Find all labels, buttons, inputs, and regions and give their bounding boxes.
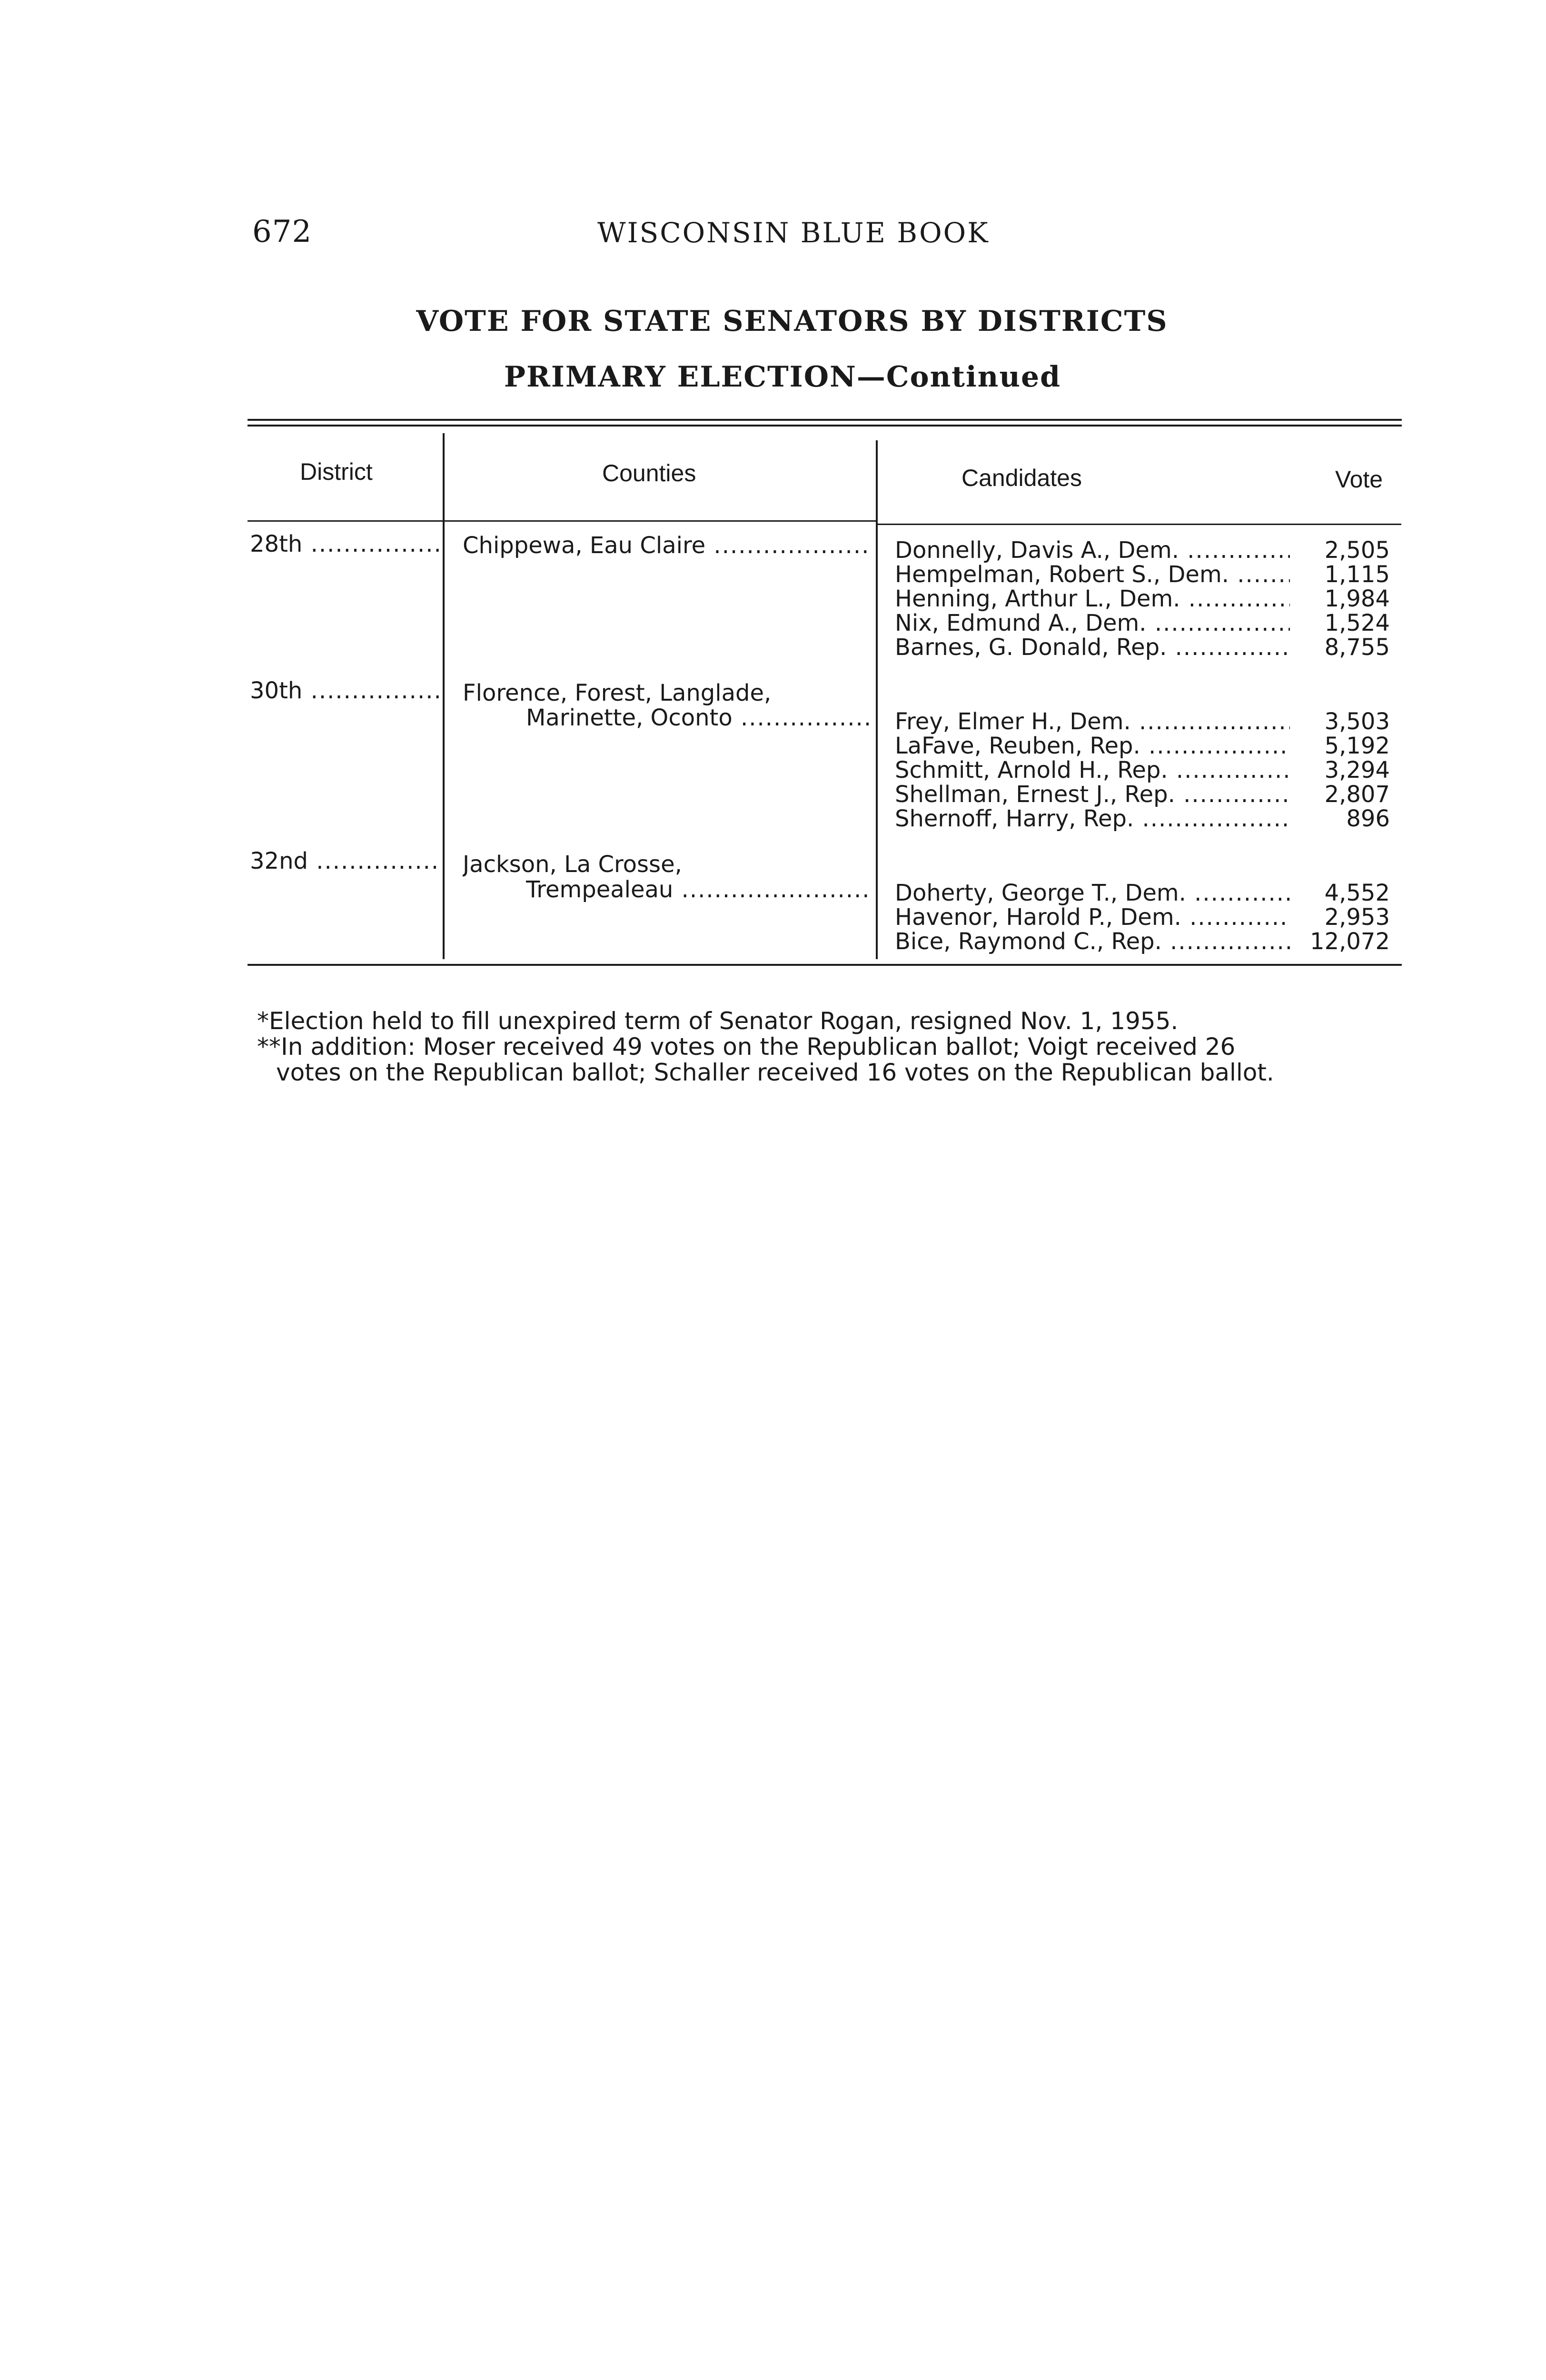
candidate-cell: LaFave, Reuben, Rep. ..... [895,734,1290,758]
candidate-cell: Frey, Elmer H., Dem. ..... [895,709,1290,734]
candidate-cell: Havenor, Harold P., Dem. ..... [895,905,1290,930]
candidate-cell: Shellman, Ernest J., Rep. ..... [895,782,1290,807]
vote-cell: 2,807 [1324,781,1390,808]
candidate-cell: Hempelman, Robert S., Dem. ..... [895,562,1290,587]
vote-cell: 3,503 [1324,708,1390,735]
vote-cell: 5,192 [1324,733,1390,759]
column-divider-2 [876,440,878,959]
candidate-cell: Henning, Arthur L., Dem. ..... [895,586,1290,611]
column-header-candidates: Candidates [961,465,1082,491]
vote-cell: 2,505 [1324,537,1390,564]
footnote: *Election held to fill unexpired term of Senator Rogan, resigned Nov. 1, 1955. [257,1007,1179,1035]
top-double-rule-1 [248,419,1402,421]
footnote: **In addition: Moser received 49 votes on the Republican ballot; Voigt received 26 [257,1033,1236,1061]
counties-cell: Marinette, Oconto ..... [526,705,872,730]
vote-cell: 3,294 [1324,757,1390,783]
column-divider-1 [443,433,445,959]
candidate-cell: Bice, Raymond C., Rep. ..... [895,929,1290,954]
district-cell: 32nd ..... [250,849,440,873]
header-underline-1 [248,520,443,522]
vote-cell: 1,115 [1324,561,1390,588]
counties-cell: Florence, Forest, Langlade, [463,681,772,705]
candidate-cell: Shernoff, Harry, Rep. ..... [895,806,1290,831]
counties-cell: Chippewa, Eau Claire ..... [463,533,872,558]
candidate-cell: Doherty, George T., Dem. ..... [895,881,1290,905]
footnote: votes on the Republican ballot; Schaller received 16 votes on the Republican ballot. [276,1059,1274,1086]
candidate-cell: Nix, Edmund A., Dem. ..... [895,611,1290,635]
candidate-cell: Barnes, G. Donald, Rep. ..... [895,635,1290,660]
candidate-cell: Donnelly, Davis A., Dem. ..... [895,538,1290,563]
page-number: 672 [252,214,312,249]
vote-cell: 2,953 [1324,904,1390,931]
column-header-district: District [300,458,373,485]
table-title: VOTE FOR STATE SENATORS BY DISTRICTS [416,305,1168,338]
vote-cell: 896 [1346,805,1390,832]
book-title: WISCONSIN BLUE BOOK [597,217,990,249]
header-underline-2 [445,520,876,522]
counties-cell: Jackson, La Crosse, [463,852,682,877]
district-cell: 28th ..... [250,532,440,556]
column-header-vote: Vote [1335,466,1383,493]
vote-cell: 1,984 [1324,585,1390,612]
vote-cell: 4,552 [1324,880,1390,906]
header-underline-3 [878,524,1401,525]
footnotes [257,1008,1399,1085]
district-cell: 30th ..... [250,678,440,703]
vote-cell: 8,755 [1324,634,1390,661]
vote-cell: 12,072 [1310,928,1390,955]
candidate-cell: Schmitt, Arnold H., Rep. ..... [895,758,1290,783]
table-subtitle: PRIMARY ELECTION—Continued [504,360,1061,394]
counties-cell: Trempealeau ..... [526,877,872,902]
column-header-counties: Counties [602,460,696,486]
bottom-rule [248,964,1402,966]
top-double-rule-2 [248,425,1402,426]
vote-cell: 1,524 [1324,610,1390,636]
